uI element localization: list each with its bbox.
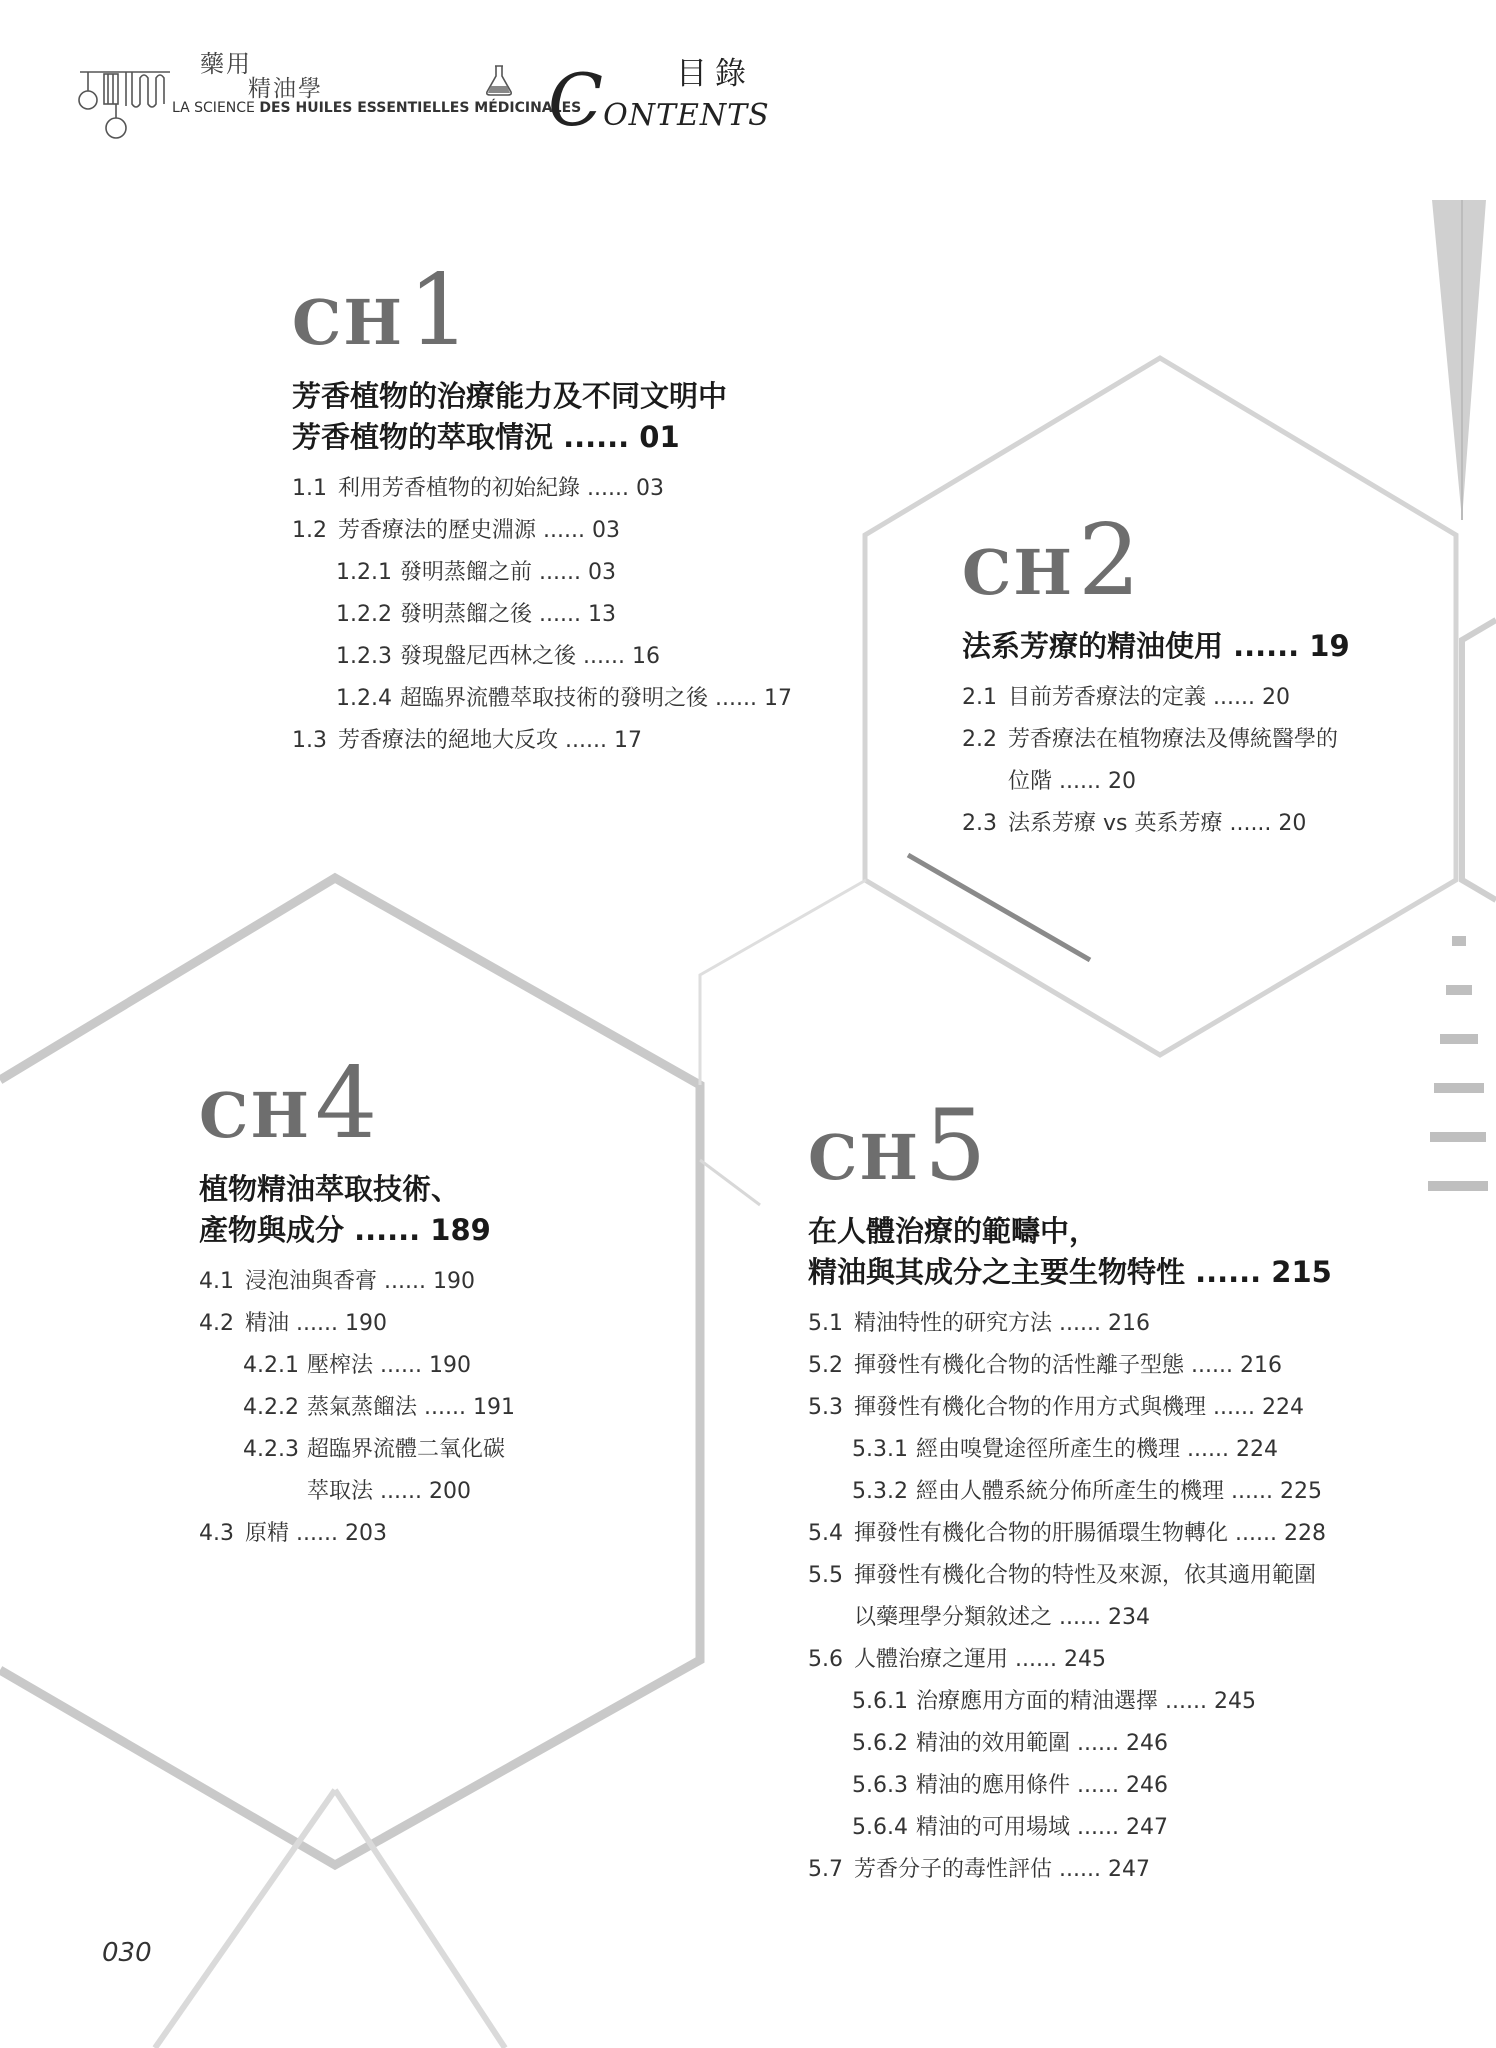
toc-entry-number: 1.2.1 bbox=[336, 560, 392, 585]
toc-entry-number: 5.6.3 bbox=[852, 1773, 908, 1798]
toc-entry[interactable] bbox=[808, 1807, 1332, 1849]
toc-entry-title: 精油 ...... 190 bbox=[245, 1311, 387, 1336]
toc-entry-number: 5.6.2 bbox=[852, 1731, 908, 1756]
chapter-heading bbox=[292, 376, 792, 458]
toc-entry-number: 5.4 bbox=[808, 1521, 843, 1546]
toc-entry[interactable] bbox=[808, 1471, 1332, 1513]
toc-entry-number: 5.6.1 bbox=[852, 1689, 908, 1714]
chapter-number: 1 bbox=[407, 254, 471, 368]
toc-entry-number: 4.3 bbox=[199, 1521, 234, 1546]
toc-entry[interactable] bbox=[199, 1513, 515, 1555]
chapter-4-block bbox=[199, 1047, 515, 1555]
chapter-label bbox=[962, 504, 1350, 618]
chapter-prefix: CH bbox=[808, 1121, 920, 1194]
toc-entry[interactable] bbox=[808, 1639, 1332, 1681]
chapter-prefix: CH bbox=[199, 1079, 311, 1152]
toc-entry-title: 揮發性有機化合物的特性及來源，依其適用範圍 bbox=[854, 1563, 1317, 1588]
chapter-heading bbox=[962, 626, 1350, 667]
chapter-heading-line: 芳香植物的治療能力及不同文明中 bbox=[292, 379, 728, 413]
contents-rest: ONTENTS bbox=[603, 98, 770, 133]
toc-entry-title: 芳香分子的毒性評估 ...... 247 bbox=[854, 1857, 1150, 1882]
toc-entry[interactable] bbox=[808, 1345, 1332, 1387]
chapter-label bbox=[292, 254, 792, 368]
subtitle-light: LA SCIENCE bbox=[172, 100, 255, 116]
toc-entry[interactable] bbox=[292, 594, 792, 636]
toc-entry[interactable] bbox=[808, 1765, 1332, 1807]
toc-entry-title: 法系芳療 vs 英系芳療 ...... 20 bbox=[1008, 811, 1307, 836]
toc-entry[interactable] bbox=[199, 1303, 515, 1345]
toc-entry-number: 5.5 bbox=[808, 1563, 843, 1588]
chapter-2-block bbox=[962, 504, 1350, 845]
toc-entry-number: 5.3.1 bbox=[852, 1437, 908, 1462]
toc-entry[interactable] bbox=[808, 1387, 1332, 1429]
toc-entry-number: 5.3.2 bbox=[852, 1479, 908, 1504]
toc-entry[interactable] bbox=[808, 1429, 1332, 1471]
toc-entry[interactable] bbox=[199, 1471, 515, 1513]
toc-entry-number: 1.3 bbox=[292, 728, 327, 753]
toc-entry-number: 5.6 bbox=[808, 1647, 843, 1672]
toc-entry[interactable] bbox=[808, 1303, 1332, 1345]
chapter-toc bbox=[292, 468, 792, 762]
toc-entry[interactable] bbox=[962, 719, 1350, 761]
toc-entry-number: 5.1 bbox=[808, 1311, 843, 1336]
toc-entry-title: 以藥理學分類敘述之 ...... 234 bbox=[854, 1605, 1150, 1630]
toc-entry-title: 利用芳香植物的初始紀錄 ...... 03 bbox=[338, 476, 664, 501]
chapter-toc bbox=[199, 1261, 515, 1555]
toc-entry-title: 芳香療法的歷史淵源 ...... 03 bbox=[338, 518, 620, 543]
toc-entry-title: 治療應用方面的精油選擇 ...... 245 bbox=[916, 1689, 1256, 1714]
chapter-label bbox=[808, 1089, 1332, 1203]
flask-icon bbox=[484, 64, 514, 96]
book-title-line2: 精油學 bbox=[248, 76, 323, 102]
toc-entry-number: 2.3 bbox=[962, 811, 997, 836]
toc-entry-title: 目前芳香療法的定義 ...... 20 bbox=[1008, 685, 1290, 710]
toc-entry[interactable] bbox=[962, 677, 1350, 719]
chapter-number: 2 bbox=[1077, 504, 1141, 618]
chapter-toc bbox=[808, 1303, 1332, 1891]
chapter-heading-line: 產物與成分 ...... 189 bbox=[199, 1213, 491, 1247]
toc-entry-number: 4.2.2 bbox=[243, 1395, 299, 1420]
toc-entry[interactable] bbox=[292, 468, 792, 510]
book-title-line1: 藥用 bbox=[200, 50, 252, 78]
toc-entry[interactable] bbox=[962, 803, 1350, 845]
toc-entry-title: 精油的可用場域 ...... 247 bbox=[916, 1815, 1168, 1840]
chapter-number: 5 bbox=[923, 1089, 987, 1203]
chapter-number: 4 bbox=[314, 1047, 378, 1161]
chapter-prefix: CH bbox=[962, 536, 1074, 609]
toc-entry[interactable] bbox=[808, 1513, 1332, 1555]
toc-entry-number: 2.2 bbox=[962, 727, 997, 752]
toc-entry[interactable] bbox=[808, 1849, 1332, 1891]
chapter-5-block bbox=[808, 1089, 1332, 1891]
toc-entry[interactable] bbox=[199, 1429, 515, 1471]
toc-entry[interactable] bbox=[808, 1555, 1332, 1597]
toc-entry-title: 發現盤尼西林之後 ...... 16 bbox=[400, 644, 660, 669]
toc-entry-title: 芳香療法的絕地大反攻 ...... 17 bbox=[338, 728, 642, 753]
toc-entry-number: 5.2 bbox=[808, 1353, 843, 1378]
toc-entry[interactable] bbox=[292, 720, 792, 762]
toc-entry-number: 1.2.4 bbox=[336, 686, 392, 711]
chapter-heading-line: 法系芳療的精油使用 ...... 19 bbox=[962, 629, 1350, 663]
toc-entry-title: 超臨界流體萃取技術的發明之後 ...... 17 bbox=[400, 686, 792, 711]
toc-entry[interactable] bbox=[199, 1261, 515, 1303]
toc-entry-title: 經由人體系統分佈所產生的機理 ...... 225 bbox=[916, 1479, 1322, 1504]
toc-entry-title: 揮發性有機化合物的活性離子型態 ...... 216 bbox=[854, 1353, 1282, 1378]
toc-entry-number: 1.2.3 bbox=[336, 644, 392, 669]
toc-entry-number: 1.1 bbox=[292, 476, 327, 501]
contents-initial: C bbox=[548, 58, 604, 142]
chapter-label bbox=[199, 1047, 515, 1161]
toc-entry-title: 超臨界流體二氧化碳 bbox=[307, 1437, 506, 1462]
toc-entry-number: 4.2.1 bbox=[243, 1353, 299, 1378]
toc-entry-title: 精油的效用範圍 ...... 246 bbox=[916, 1731, 1168, 1756]
toc-entry-title: 壓榨法 ...... 190 bbox=[307, 1353, 471, 1378]
toc-entry-number: 5.3 bbox=[808, 1395, 843, 1420]
chapter-1-block bbox=[292, 254, 792, 762]
toc-entry-title: 位階 ...... 20 bbox=[1008, 769, 1136, 794]
toc-entry-number: 4.2 bbox=[199, 1311, 234, 1336]
toc-entry[interactable] bbox=[199, 1387, 515, 1429]
toc-entry-title: 萃取法 ...... 200 bbox=[307, 1479, 471, 1504]
chapter-toc bbox=[962, 677, 1350, 845]
toc-entry-title: 精油特性的研究方法 ...... 216 bbox=[854, 1311, 1150, 1336]
toc-entry-title: 發明蒸餾之後 ...... 13 bbox=[400, 602, 616, 627]
toc-entry-number: 1.2.2 bbox=[336, 602, 392, 627]
toc-entry-number: 4.2.3 bbox=[243, 1437, 299, 1462]
toc-entry[interactable] bbox=[808, 1681, 1332, 1723]
toc-entry-number: 4.1 bbox=[199, 1269, 234, 1294]
toc-entry-title: 揮發性有機化合物的作用方式與機理 ...... 224 bbox=[854, 1395, 1304, 1420]
chapter-heading bbox=[808, 1211, 1332, 1293]
toc-entry[interactable] bbox=[808, 1597, 1332, 1639]
page-number: 030 bbox=[102, 1938, 152, 1968]
chapter-heading-line: 在人體治療的範疇中， bbox=[808, 1214, 1099, 1248]
chapter-heading bbox=[199, 1169, 515, 1251]
toc-entry[interactable] bbox=[292, 678, 792, 720]
toc-entry-title: 芳香療法在植物療法及傳統醫學的 bbox=[1008, 727, 1339, 752]
toc-entry-title: 精油的應用條件 ...... 246 bbox=[916, 1773, 1168, 1798]
chapter-prefix: CH bbox=[292, 286, 404, 359]
toc-entry-title: 揮發性有機化合物的肝腸循環生物轉化 ...... 228 bbox=[854, 1521, 1326, 1546]
toc-entry[interactable] bbox=[808, 1723, 1332, 1765]
toc-entry-number: 2.1 bbox=[962, 685, 997, 710]
toc-entry[interactable] bbox=[292, 552, 792, 594]
toc-entry-number: 5.7 bbox=[808, 1857, 843, 1882]
toc-entry-title: 原精 ...... 203 bbox=[245, 1521, 387, 1546]
subtitle-bold: DES HUILES ESSENTIELLES MÉDICINALES bbox=[259, 100, 582, 116]
toc-entry[interactable] bbox=[962, 761, 1350, 803]
distillation-logo-icon bbox=[78, 58, 178, 142]
toc-entry-title: 蒸氣蒸餾法 ...... 191 bbox=[307, 1395, 515, 1420]
chapter-heading-line: 芳香植物的萃取情況 ...... 01 bbox=[292, 420, 680, 454]
toc-entry-number: 1.2 bbox=[292, 518, 327, 543]
chapter-heading-line: 植物精油萃取技術、 bbox=[199, 1172, 461, 1206]
contents-heading-chinese: 目錄 bbox=[676, 56, 754, 92]
book-subtitle-french bbox=[172, 100, 581, 116]
toc-entry-title: 經由嗅覺途徑所產生的機理 ...... 224 bbox=[916, 1437, 1278, 1462]
toc-entry[interactable] bbox=[199, 1345, 515, 1387]
chapter-heading-line: 精油與其成分之主要生物特性 ...... 215 bbox=[808, 1255, 1332, 1289]
toc-entry[interactable] bbox=[292, 510, 792, 552]
toc-entry-title: 人體治療之運用 ...... 245 bbox=[854, 1647, 1106, 1672]
toc-entry-number: 5.6.4 bbox=[852, 1815, 908, 1840]
toc-entry-title: 浸泡油與香膏 ...... 190 bbox=[245, 1269, 475, 1294]
toc-entry[interactable] bbox=[292, 636, 792, 678]
toc-entry-title: 發明蒸餾之前 ...... 03 bbox=[400, 560, 616, 585]
